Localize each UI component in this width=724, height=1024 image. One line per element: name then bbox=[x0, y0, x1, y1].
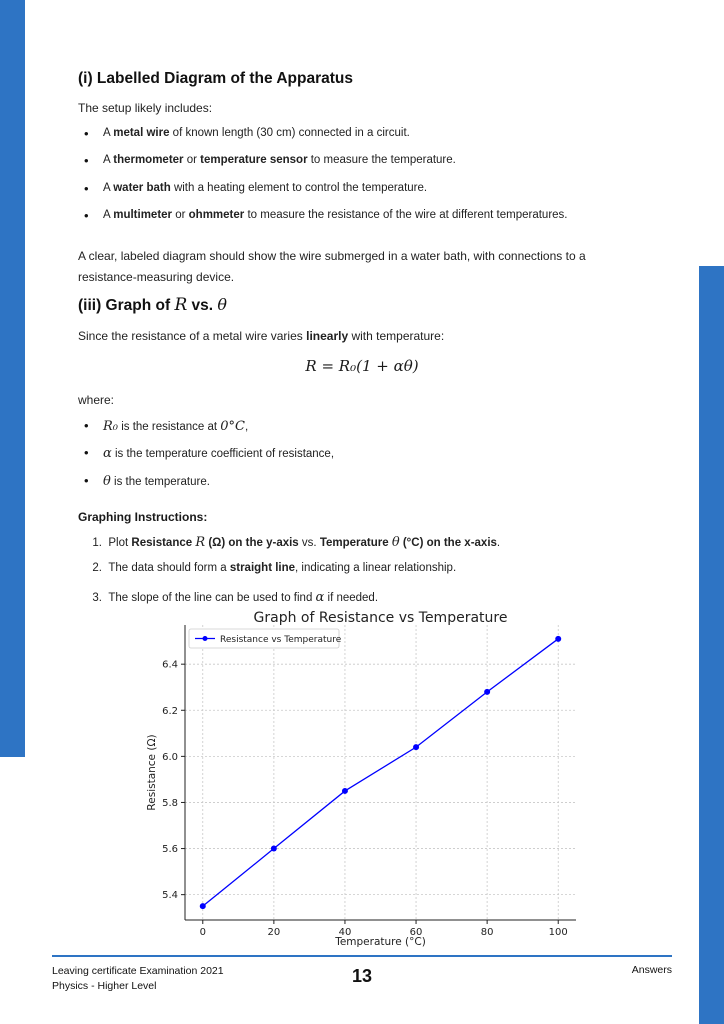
list-item: 3. The slope of the line can be used to find α if needed. bbox=[92, 589, 379, 605]
graphing-instructions-heading: Graphing Instructions: bbox=[78, 510, 208, 524]
series-line bbox=[203, 639, 558, 906]
list-item: 1. Plot Resistance R (Ω) on the y-axis vs. Temperature θ (°C) on the x-axis. bbox=[92, 535, 501, 550]
x-tick-label: 20 bbox=[267, 927, 281, 938]
linear-intro: Since the resistance of a metal wire varies linearly with temperature: bbox=[78, 329, 445, 343]
data-point bbox=[200, 903, 206, 909]
list-item: 2. The data should form a straight line, indicating a linear relationship. bbox=[92, 562, 457, 575]
list-item: • A thermometer or temperature sensor to measure the temperature. bbox=[78, 154, 568, 181]
footer-exam-info: Leaving certificate Examination 2021 Physics - Higher Level bbox=[52, 965, 224, 992]
y-axis-label: Resistance (Ω) bbox=[146, 734, 158, 811]
page-number: 13 bbox=[352, 966, 373, 986]
footer-section-label: Answers bbox=[631, 964, 672, 976]
section-heading-diagram: (i) Labelled Diagram of the Apparatus bbox=[78, 70, 354, 87]
resistance-equation: R = R₀(1 + αθ) bbox=[305, 357, 419, 375]
list-item: • A multimeter or ohmmeter to measure the resistance of the wire at different temperatures. bbox=[78, 209, 568, 236]
where-label: where: bbox=[78, 393, 115, 407]
section-heading-graph: (iii) Graph of R vs. θ bbox=[78, 295, 228, 315]
legend-marker bbox=[203, 636, 208, 641]
x-tick-label: 100 bbox=[548, 927, 568, 938]
data-point bbox=[413, 744, 419, 750]
list-item: • A water bath with a heating element to control the temperature. bbox=[78, 182, 568, 209]
y-tick-label: 5.4 bbox=[162, 890, 178, 902]
y-tick-label: 5.8 bbox=[162, 797, 178, 809]
list-item: • α is the temperature coefficient of resistance, bbox=[78, 446, 334, 473]
x-tick-label: 60 bbox=[409, 927, 423, 938]
x-axis-label: Temperature (°C) bbox=[335, 936, 426, 948]
y-tick-label: 5.6 bbox=[162, 844, 178, 856]
right-accent-bar bbox=[699, 266, 724, 1024]
chart-title: Graph of Resistance vs Temperature bbox=[253, 610, 508, 626]
y-tick-label: 6.0 bbox=[162, 751, 178, 763]
x-tick-label: 0 bbox=[199, 927, 206, 938]
legend-label: Resistance vs Temperature bbox=[220, 635, 342, 645]
list-item: • θ is the temperature. bbox=[78, 474, 334, 501]
data-point bbox=[271, 846, 277, 852]
list-item: • A metal wire of known length (30 cm) connected in a circuit. bbox=[78, 127, 568, 154]
setup-intro: The setup likely includes: bbox=[78, 101, 213, 115]
apparatus-list bbox=[78, 127, 568, 236]
left-accent-bar bbox=[0, 0, 25, 757]
data-point bbox=[342, 788, 348, 794]
diagram-paragraph: A clear, labeled diagram should show the wire submerged in a water bath, with connections to a resistance-measuring device. bbox=[78, 249, 586, 284]
x-tick-label: 40 bbox=[338, 927, 352, 938]
data-point bbox=[484, 689, 490, 695]
definitions-list bbox=[78, 419, 334, 501]
footer-divider bbox=[52, 955, 672, 957]
data-point bbox=[555, 636, 561, 642]
y-tick-label: 6.2 bbox=[162, 705, 178, 717]
list-item: • R₀ is the resistance at 0°C, bbox=[78, 419, 334, 446]
x-tick-label: 80 bbox=[480, 927, 494, 938]
y-tick-label: 6.4 bbox=[162, 659, 178, 671]
resistance-temperature-chart bbox=[138, 603, 598, 953]
